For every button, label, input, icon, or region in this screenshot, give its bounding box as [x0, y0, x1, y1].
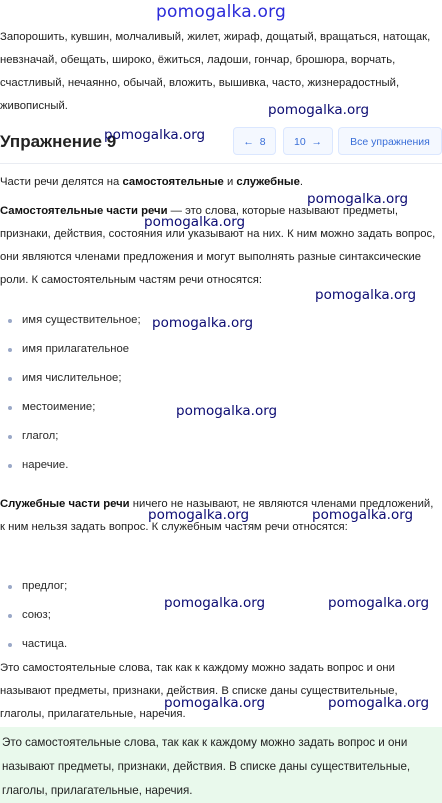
next-exercise-button[interactable] — [283, 127, 333, 155]
arrow-right-icon: → — [311, 136, 323, 148]
bullet-icon — [8, 435, 12, 439]
bullet-icon — [8, 377, 12, 381]
list-item-text: имя числительное; — [22, 372, 122, 384]
list-item — [0, 364, 300, 393]
watermark: pomogalka.org — [315, 287, 417, 303]
watermark: pomogalka.org — [176, 403, 278, 419]
service-parts-list — [0, 572, 300, 659]
prev-exercise-label: 8 — [259, 136, 266, 148]
answer-box-text: Это самостоятельные слова, так как к каждому можно задать вопрос и они называют предметы, признаки, действия. В списке даны существительные, глаголы, прилагательные, наречия. — [2, 736, 411, 797]
divider — [0, 163, 442, 164]
watermark: pomogalka.org — [144, 214, 246, 230]
word-list-text: Запорошить, кувшин, молчаливый, жилет, жираф, дощатый, вращаться, натощак, невзначай, обещать, широко, ёжиться, ладоши, гончар, брошюра, ворчать, счастливый, нечаянно, обычай, вложить, вышивка, часто, жизнерадостный, живописный. — [0, 31, 431, 112]
watermark: pomogalka.org — [104, 127, 206, 143]
list-item — [0, 451, 300, 480]
list-item-text: имя прилагательное — [22, 343, 130, 355]
text-span: — это слова, которые называют предметы, признаки, действия, состояния или указывают на них. К ним можно задать вопрос, они являются членами предложения и могут выполнять разные синтаксические роли. К самостоятельным частям речи относятся: — [0, 205, 436, 286]
list-item — [0, 630, 300, 659]
bullet-icon — [8, 464, 12, 468]
text-span: . — [299, 176, 304, 188]
watermark: pomogalka.org — [152, 315, 254, 331]
list-item-text: предлог; — [22, 580, 68, 592]
independent-parts-list — [0, 306, 300, 480]
all-exercises-button[interactable]: Все упражнения — [338, 127, 442, 155]
bullet-icon — [8, 406, 12, 410]
list-item — [0, 335, 300, 364]
parts-of-speech-intro — [0, 171, 436, 194]
watermark: pomogalka.org — [312, 507, 414, 523]
watermark: pomogalka.org — [148, 507, 250, 523]
text-span: и — [223, 176, 237, 188]
watermark: pomogalka.org — [164, 595, 266, 611]
bullet-icon — [8, 614, 12, 618]
list-item — [0, 601, 300, 630]
bold-term: Служебные части речи — [0, 498, 130, 510]
answer-box — [0, 727, 442, 803]
bold-term: служебные — [236, 176, 300, 188]
arrow-left-icon: ← — [243, 136, 254, 148]
list-item-text: имя существительное; — [22, 314, 141, 326]
bold-term: самостоятельные — [122, 176, 224, 188]
list-item — [0, 572, 300, 601]
list-item-text: глагол; — [22, 430, 59, 442]
text-span: Части речи делятся на — [0, 176, 123, 188]
bullet-icon — [8, 643, 12, 647]
watermark: pomogalka.org — [328, 595, 430, 611]
service-parts-definition — [0, 493, 436, 539]
watermark: pomogalka.org — [268, 102, 370, 118]
answer-explanation: Это самостоятельные слова, так как к каждому можно задать вопрос и они называют предметы, признаки, действия. В списке даны существительные, глаголы, прилагательные, наречия. — [0, 662, 398, 720]
watermark: pomogalka.org — [307, 191, 409, 207]
bold-term: Самостоятельные части речи — [0, 205, 168, 217]
list-item — [0, 393, 300, 422]
prev-exercise-button[interactable] — [233, 127, 276, 155]
site-header — [0, 0, 442, 26]
list-item-text: наречие. — [22, 459, 69, 471]
list-item-text: частица. — [22, 638, 68, 650]
next-exercise-label: 10 — [293, 136, 306, 148]
list-item-text: союз; — [22, 609, 51, 621]
list-item — [0, 422, 300, 451]
site-logo[interactable]: pomogalka.org — [156, 2, 286, 22]
watermark: pomogalka.org — [164, 695, 266, 711]
independent-parts-definition — [0, 200, 436, 292]
bullet-icon — [8, 585, 12, 589]
bullet-icon — [8, 319, 12, 323]
list-item-text: местоимение; — [22, 401, 96, 413]
text-span: ничего не называют, не являются членами предложений, к ним нельзя задать вопрос. К служебным частям речи относятся: — [0, 498, 434, 533]
bullet-icon — [8, 348, 12, 352]
exercise-title: Упражнение 9 — [0, 132, 117, 151]
exercise-header — [0, 127, 442, 157]
list-item — [0, 306, 300, 335]
watermark: pomogalka.org — [328, 695, 430, 711]
